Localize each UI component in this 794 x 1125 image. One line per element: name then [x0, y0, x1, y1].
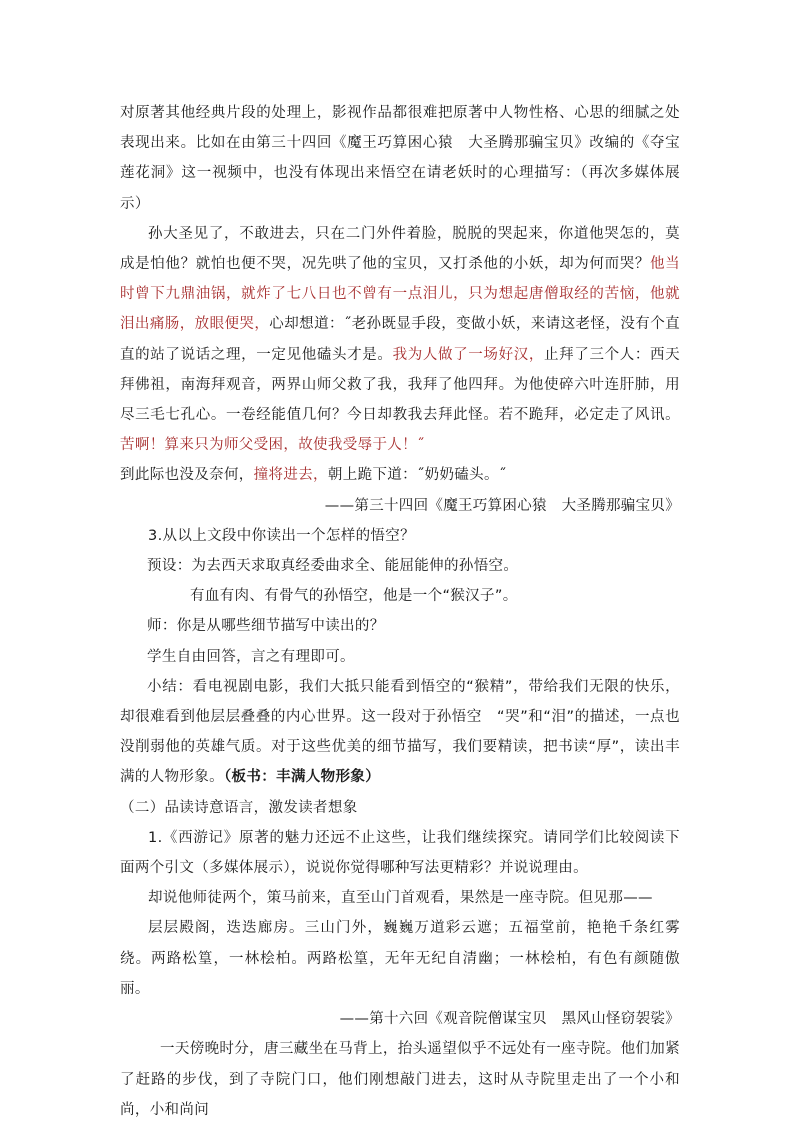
excerpt-text: 心却想道：˝老孙既显手段，变做小妖，来请这老怪，没有个直直的站了说话之理，一定见他磕头才是。 [120, 316, 680, 363]
question-3: 3.从以上文段中你读出一个怎样的悟空？ [148, 527, 415, 544]
excerpt-text: 到此际也没及奈何， [120, 467, 254, 484]
item-1: 1.《西游记》原著的魅力还远不止这些，让我们继续探究。请同学们比较阅读下面两个引文（多媒体展示），说说你觉得哪种写法更精彩？并说说理由。 [120, 829, 680, 877]
board-note: （板书：丰满人物形象） [223, 769, 381, 786]
excerpt-text: 朝上跪下道：˝奶奶磕头。˝ [327, 467, 507, 484]
teacher-question: 师：你是从哪些细节描写中读出的？ [147, 618, 385, 635]
summary-paragraph [120, 672, 680, 793]
intro-paragraph: 对原著其他经典片段的处理上，影视作品都很难把原著中人物性格、心思的细腻之处表现出来。比如在由第三十四回《魔王巧算困心猿 大圣腾那骗宝贝》改编的《夺宝莲花洞》这一视频中，也没有体现出来悟空在请老妖时的心理描写：（再次多媒体展示） [120, 105, 680, 212]
highlight-text: 撞将进去， [253, 467, 328, 484]
preset-answer-1: 预设：为去西天求取真经委曲求全、能屈能伸的孙悟空。 [147, 558, 519, 575]
highlight-text: 他当时曾下九鼎油锅，就炸了七八日也不曾有一点泪儿，只为想起唐僧取经的苦恼，他就泪出痛肠，放眼便哭， [120, 256, 681, 333]
excerpt-text: 孙大圣见了，不敢进去，只在二门外件着脸，脱脱的哭起来，你道他哭怎的，莫成是怕他？就怕也便不哭，况先哄了他的宝贝，又打杀他的小妖，却为何而哭？ [120, 225, 680, 273]
excerpt-text: 止拜了三个人：西天拜佛祖，南海拜观音，两界山师父救了我，我拜了他四拜。为他使碎六叶连肝肺，用尽三毛七孔心。一卷经能值几何？今日却教我去拜此怪。若不跪拜，必定走了风讯。 [120, 346, 681, 424]
highlight-text: 我为人做了一场好汉， [392, 346, 545, 363]
excerpt-3: 一天傍晚时分，唐三藏坐在马背上，抬头遥望似乎不远处有一座寺院。他们加紧了赶路的步伐，到了寺院门口，他们刚想敲门进去，这时从寺院里走出了一个小和尚，小和尚问 [120, 1041, 680, 1118]
highlight-text: 苦啊！算来只为师父受困，故使我受辱于人！˝ [120, 437, 425, 454]
summary-text: 小结：看电视剧电影，我们大抵只能看到悟空的“猴精”，带给我们无限的快乐，却很难看到他层层叠叠的内心世界。这一段对于孙悟空 “哭”和“泪”的描述，一点也没削弱他的英雄气质。对于这些优美的细节描写，我们要精读，把书读“厚”，读出丰满的人物形象。 [120, 678, 680, 786]
document-page [120, 98, 680, 1125]
student-answer: 学生自由回答，言之有理即可。 [147, 648, 355, 665]
excerpt-2-line-1: 却说他师徒两个，策马前来，直至山门首观看，果然是一座寺院。但见那—— [148, 890, 653, 907]
excerpt-citation: ——第三十四回《魔王巧算困心猿 大圣腾那骗宝贝》 [324, 497, 680, 514]
excerpt-paragraph [120, 219, 680, 491]
preset-answer-2: 有血有肉、有骨气的孙悟空，他是一个“猴汉子”。 [190, 588, 518, 605]
excerpt-2-citation: ——第十六回《观音院僧谋宝贝 黑风山怪窃袈裟》 [339, 1011, 680, 1028]
section-heading: （二）品读诗意语言，激发读者想象 [120, 799, 358, 816]
excerpt-2-line-2: 层层殿阁，迭迭廊房。三山门外，巍巍万道彩云遮；五福堂前，艳艳千条红雾绕。两路松篁，一林桧柏。两路松篁，无年无纪自清幽；一林桧柏，有色有颜随傲丽。 [120, 920, 680, 997]
